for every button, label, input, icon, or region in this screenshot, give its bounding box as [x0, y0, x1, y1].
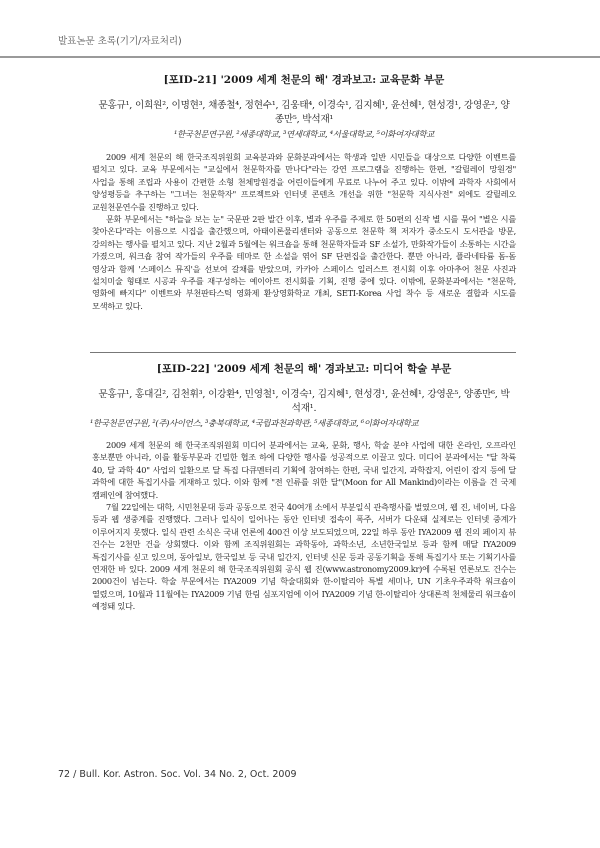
- abstract-body: [92, 439, 516, 613]
- abstract-pid-22: [92, 362, 516, 613]
- affiliation-list: ¹한국천문연구원, ²(주)사이언스, ³충북대학교, ⁴국립과천과학관, ⁵세종대학교, ⁶이화여자대학교: [90, 418, 419, 428]
- section-divider: [90, 352, 516, 353]
- abstract-paragraph: 7월 22일에는 대학, 시민천문대 등과 공동으로 전국 40여개 소에서 부분일식 관측행사를 벌였으며, 웹 진, 네이버, 다음 등과 웹 생중계를 진행했다. 그러나 일식이 일어나는 동안 인터넷 접속이 폭주, 서버가 다운돼 실제로는 인터넷 중계가 이루어지지 못했다. 일식 관련 소식은 국내 언론에 400건 이상 보도되었으며, 22일 하루 동안 IYA2009 웹 진의 페이지 뷰 건수는 2천만 건을 상회했다. 이와 함께 조직위원회는 과학동아, 과학소년, 소년한국일보 등과 함께 매달 IYA2009 특집기사를 싣고 있으며, 동아일보, 한국일보 등 국내 일간지, 인터넷 신문 등과 공동기획을 통해 특집기사 또는 기획기사를 연재한 바 있다. 2009 세계 천문의 해 한국조직위원회 공식 웹 진(www.astronomy2009.kr)에 수록된 연론보도 건수는 2000건이 넘는다. 학술 부문에서는 IYA2009 기념 학술대회와 한-이탈리아 특별 세미나, UN 기초우주과학 워크숍이 열렸으며, 10월과 11월에는 IYA2009 기념 한림 심포지엄에 이어 IYA2009 기념 한-이탈리아 상대론적 천체물리 워크숍이 예정돼 있다.: [92, 502, 516, 612]
- abstract-title: [포ID-21] '2009 세계 천문의 해' 경과보고: 교육문화 부문: [163, 74, 445, 86]
- abstract-paragraph: 문화 부문에서는 "하늘을 보는 눈" 국문판 2판 발간 이후, 별과 우주를 주제로 한 50편의 신작 별 시를 묶어 "별은 시를 찾아온다"라는 이름으로 시집을 출간했으며, 아태이론물리센터와 공동으로 천문학 책 저자가 중소도시 도서관을 방문, 강의하는 행사를 펼치고 있다. 지난 2월과 5월에는 워크숍을 통해 천문학자들과 SF 소설가, 만화작가들이 소통하는 시간을 가졌으며, 워크숍 참여 작가들의 우주를 테마로 한 소설을 엮어 SF 단편집을 출간한다. 뿐만 아니라, 플라네타륨 돔-돔 영상과 함께 '스페이스 뮤직'을 선보여 갈채를 받았으며, 카카아 스페이스 일러스트 전시회 이후 아마추어 천문 사진과 설치미술 형태로 시공과 우주를 재구성하는 예이아트 전시회를 기획, 진행 중에 있다. 이밖에, 문화분과에서는 "천문학, 영화에 빠지다" 이벤트와 부천판타스틱 영화제 환상영화학교 개최, SETI-Korea 사업 착수 등 새로운 결합과 시도를 모색하고 있다.: [92, 214, 516, 311]
- abstract-title: [포ID-22] '2009 세계 천문의 해' 경과보고: 미디어 학술 부문: [156, 363, 452, 375]
- running-header: 발표논문 초록(기기/자료처리): [58, 36, 182, 47]
- abstract-pid-21: [92, 73, 516, 312]
- abstract-paragraph: 2009 세계 천문의 해 한국조직위원회 미디어 분과에서는 교육, 문화, 행사, 학술 분야 사업에 대한 온라인, 오프라인 홍보뿐만 아니라, 이를 활동부문과 긴밀한 협조 하에 다양한 행사를 성공적으로 이끌고 있다. 미디어 분과에서는 "달 착륙 40, 달 과학 40" 사업의 일환으로 달 특집 다큐멘터리 기획에 참여하는 한편, 국내 일간지, 과학잡지, 어린이 잡지 등에 달 과학에 대한 특집기사를 게재하고 있다. 이와 함께 "전 인류를 위한 달"(Moon for All Mankind)이라는 이름을 건 국제 캠페인에 참여했다.: [92, 440, 516, 500]
- header-divider: [0, 56, 600, 58]
- page-footer: 72 / Bull. Kor. Astron. Soc. Vol. 34 No. 2, Oct. 2009: [58, 769, 297, 780]
- author-list: 문홍규¹, 이희원², 이명현³, 채종철⁴, 정현수¹, 김웅태⁴, 이경숙¹, 김지혜¹, 윤선혜¹, 현성경¹, 강영운², 양종만⁵, 박석재¹: [98, 100, 510, 125]
- affiliation-list: ¹한국천문연구원, ²세종대학교, ³연세대학교, ⁴서울대학교, ⁵이화여자대학교: [173, 129, 435, 139]
- author-list: 문홍규¹, 홍대길², 김천휘³, 이강환⁴, 민영철¹, 이경숙¹, 김지혜¹, 현성경¹, 윤선혜¹, 강영운⁵, 양종만⁶, 박석재¹.: [98, 389, 510, 414]
- abstract-body: [92, 151, 516, 312]
- abstract-paragraph: 2009 세계 천문의 해 한국조직위원회 교육분과와 문화분과에서는 학생과 일반 시민들을 대상으로 다양한 이벤트를 펼치고 있다. 교육 부문에서는 "교실에서 천문학자를 만나다"라는 강연 프로그램을 진행하는 한편, "갈릴레이 망원경" 사업을 통해 조립과 사용이 간편한 소형 천체망원경을 어린이들에게 무료로 나누어 주고 있다. 이밖에 과학자 사회에서 양성평등을 추구하는 "그녀는 천문학자" 프로젝트와 인터넷 콘텐츠 개선을 위한 "천문학 지식사전" 외에도 갈릴레오 교원천문연수를 진행하고 있다.: [92, 152, 516, 212]
